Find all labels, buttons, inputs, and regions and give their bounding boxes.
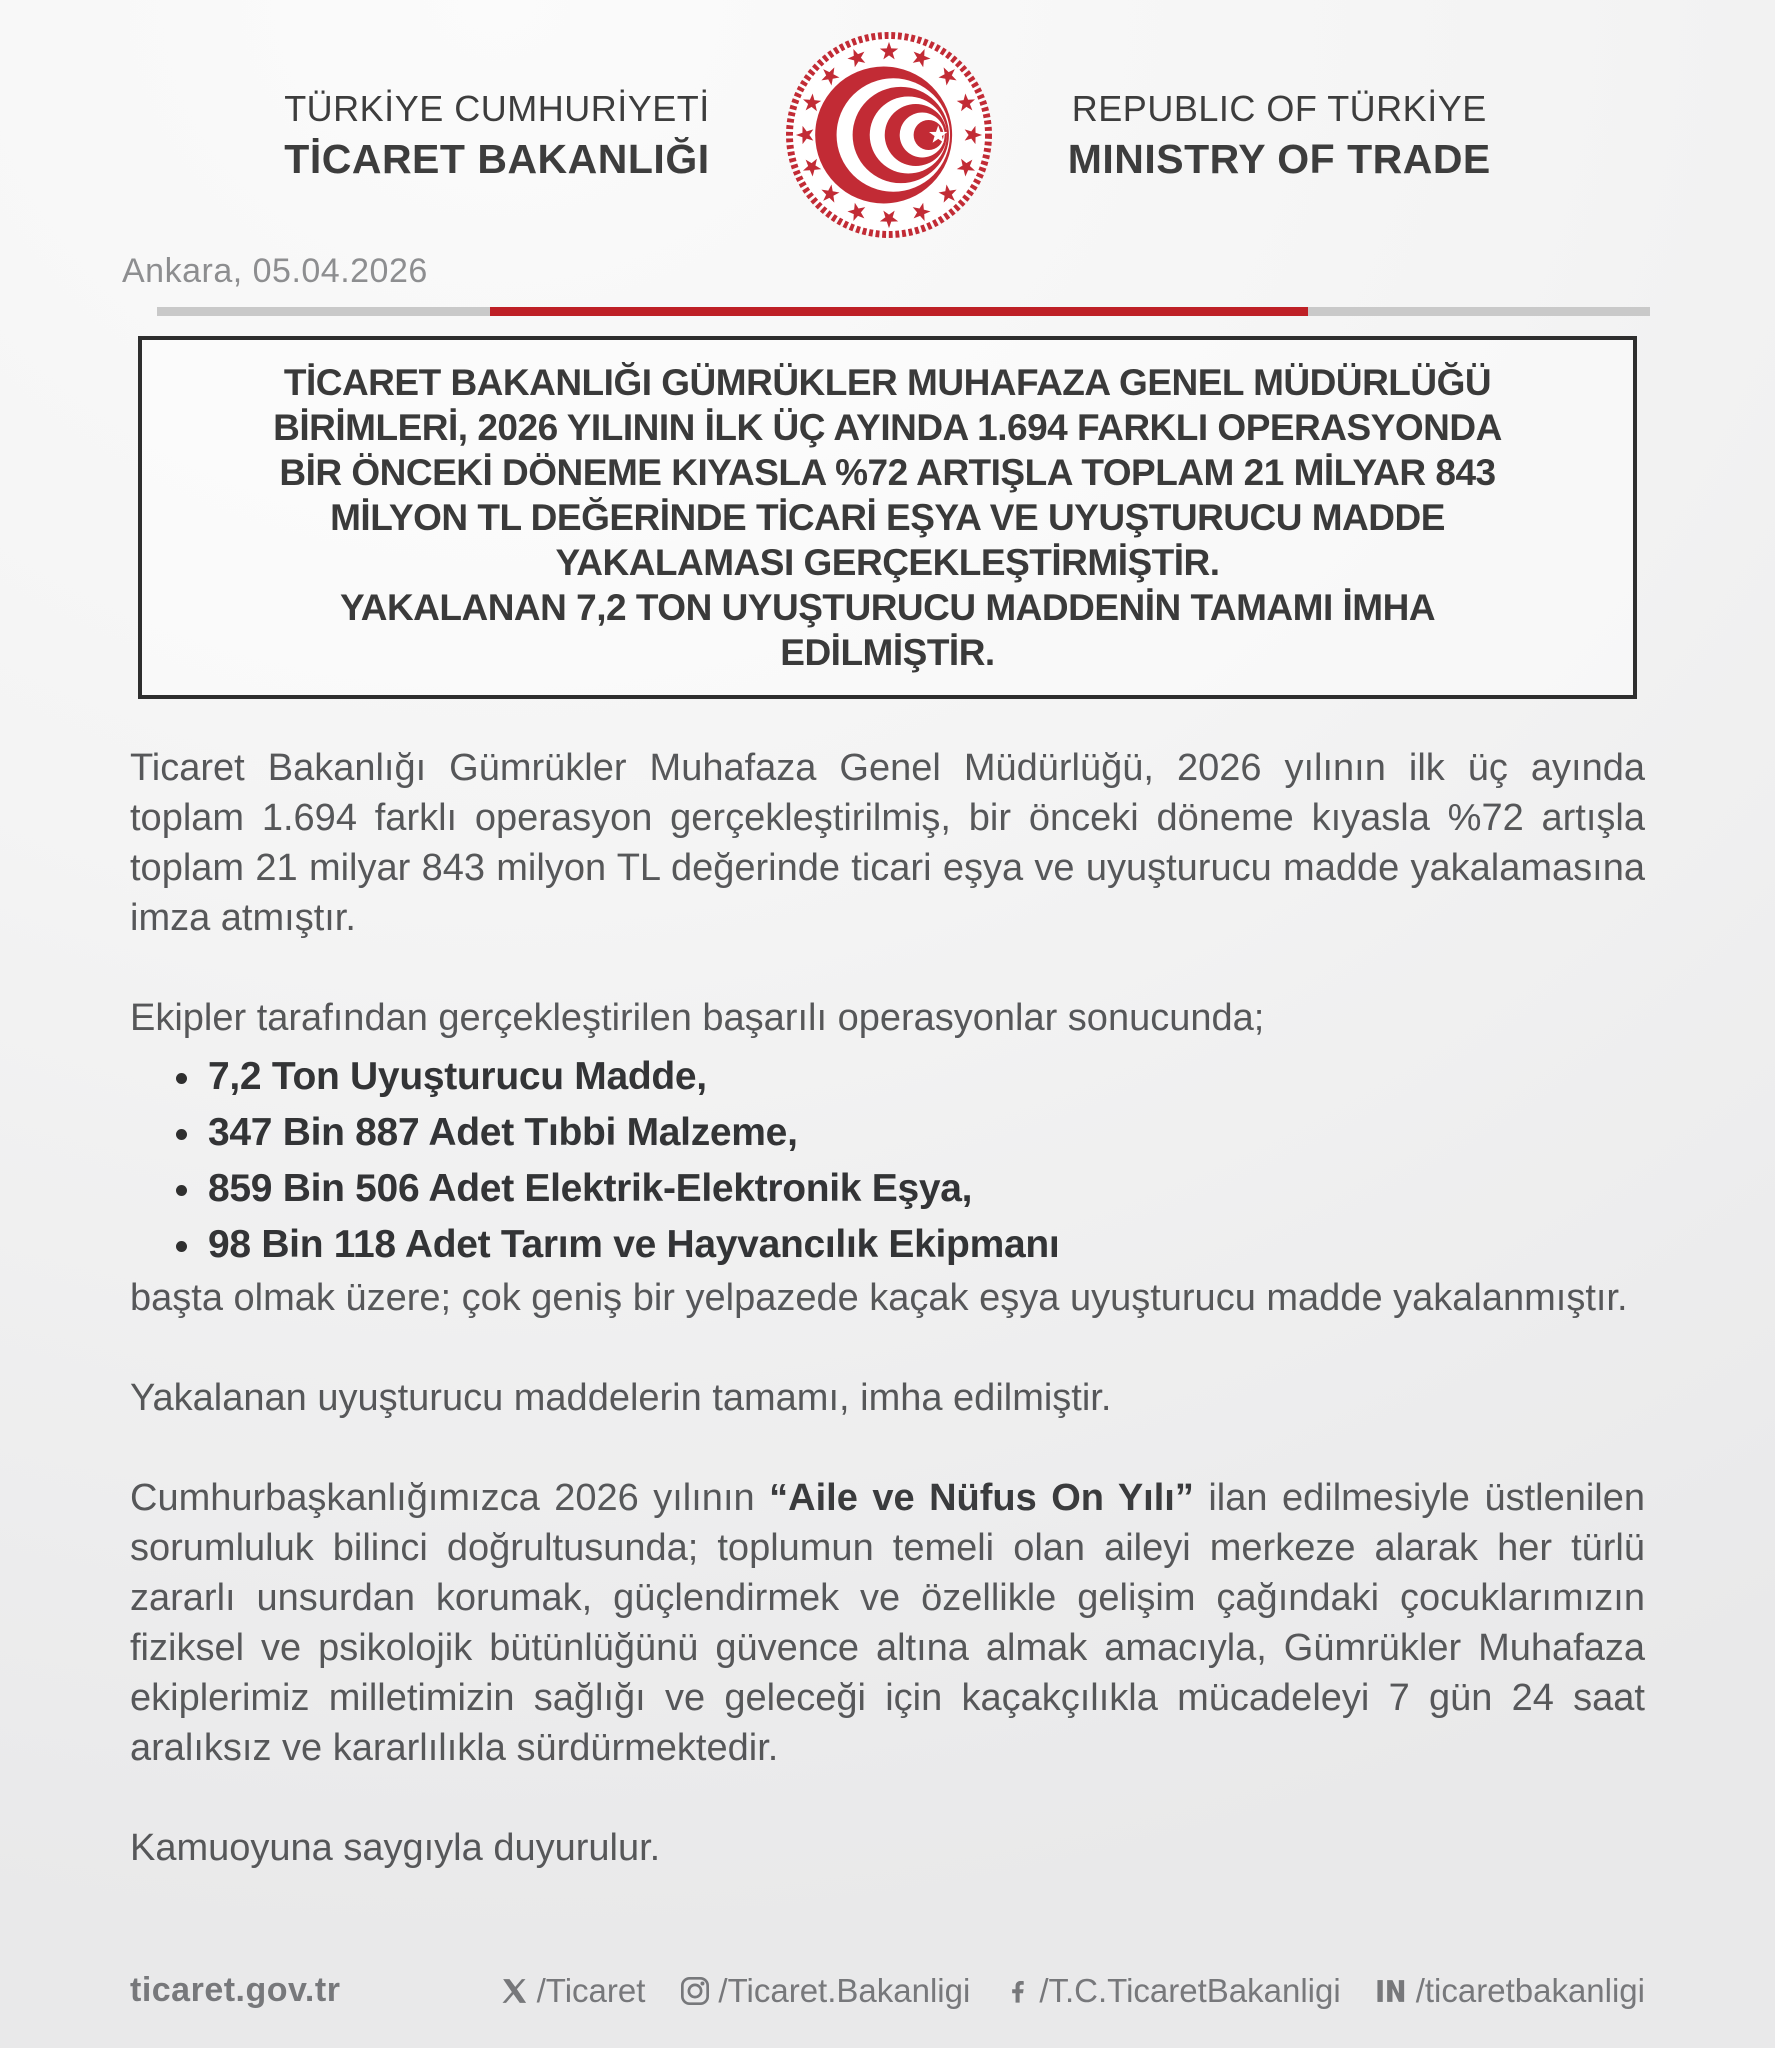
headline-line: MİLYON TL DEĞERİNDE TİCARİ EŞYA VE UYUŞTURUCU MADDE — [330, 497, 1445, 538]
paragraph-summary: Ticaret Bakanlığı Gümrükler Muhafaza Genel Müdürlüğü, 2026 yılının ilk üç ayında toplam 1.694 farklı operasyon gerçekleştirilmiş, bir önceki döneme kıyasla %72 artışla toplam 21 milyar 843 milyon TL değerinde ticari eşya ve uyuşturucu madde yakalamasına imza atmıştır. — [130, 747, 1645, 939]
paragraph-family-decade — [130, 1473, 1645, 1773]
family-decade-text-before: Cumhurbaşkanlığımızca 2026 yılının — [130, 1477, 770, 1519]
facebook-icon — [1004, 1977, 1032, 2005]
paragraph-operations-intro: Ekipler tarafından gerçekleştirilen başarılı operasyonlar sonucunda; — [130, 997, 1265, 1039]
social-handle: /ticaretbakanligi — [1415, 1971, 1645, 2009]
headline-line: YAKALAMASI GERÇEKLEŞTİRMİŞTİR. — [555, 542, 1220, 583]
list-item-drugs: 7,2 Ton Uyuşturucu Madde, — [130, 1049, 1645, 1105]
footer — [0, 1971, 1775, 2048]
headline-line: YAKALANAN 7,2 TON UYUŞTURUCU MADDENİN TAMAMI İMHA — [339, 587, 1436, 628]
website-link[interactable]: ticaret.gov.tr — [130, 1971, 341, 2009]
family-decade-bold-phrase: “Aile ve Nüfus On Yılı” — [769, 1477, 1194, 1519]
body-copy — [130, 699, 1645, 1873]
nsosyal-icon — [1375, 1976, 1409, 2006]
divider-bar — [157, 307, 1650, 316]
ministry-of-trade-logo-icon — [782, 28, 996, 242]
paragraph-destruction: Yakalanan uyuşturucu maddelerin tamamı, imha edilmiştir. — [130, 1377, 1112, 1419]
social-link-x[interactable] — [500, 1972, 646, 2010]
social-handle: /Ticaret — [536, 1971, 646, 2009]
list-item-agriculture: 98 Bin 118 Adet Tarım ve Hayvancılık Ekipmanı — [130, 1217, 1645, 1273]
org-name-turkish — [284, 88, 710, 183]
social-links — [500, 1972, 1645, 2010]
family-decade-text-after: ilan edilmesiyle üstlenilen sorumluluk bilinci doğrultusunda; toplumun temeli olan aileyi merkeze alarak her türlü zararlı unsurdan korumak, güçlendirmek ve özellikle gelişim çağındaki çocuklarımızın fiziksel ve psikolojik bütünlüğünü güvence altına almak amacıyla, Gümrükler Muhafaza ekiplerimiz milletimizin sağlığı ve geleceği için kaçakçılıkla mücadeleyi 7 gün 24 saat aralıksız ve kararlılıkla sürdürmektedir. — [130, 1477, 1645, 1769]
social-handle: /T.C.TicaretBakanligi — [1039, 1971, 1341, 2009]
social-link-facebook[interactable] — [1004, 1972, 1340, 2010]
x-icon — [500, 1976, 530, 2006]
list-item-electronics: 859 Bin 506 Adet Elektrik-Elektronik Eşya, — [130, 1161, 1645, 1217]
paragraph-operations-outro: başta olmak üzere; çok geniş bir yelpazede kaçak eşya uyuşturucu madde yakalanmıştır. — [130, 1277, 1628, 1319]
divider-bar-red-segment — [490, 307, 1308, 316]
org-name-en-line1: REPUBLIC OF TÜRKİYE — [1071, 87, 1487, 129]
instagram-icon — [679, 1975, 711, 2007]
headline-line: BİRİMLERİ, 2026 YILININ İLK ÜÇ AYINDA 1.694 FARKLI OPERASYONDA — [273, 407, 1502, 448]
headline-line: EDİLMİŞTİR. — [780, 632, 995, 673]
header — [0, 0, 1775, 242]
social-link-nsosyal[interactable] — [1375, 1972, 1645, 2010]
org-name-english — [1068, 88, 1491, 183]
org-name-en-line2: MINISTRY OF TRADE — [1067, 135, 1491, 182]
social-handle: /Ticaret.Bakanligi — [718, 1971, 971, 2009]
closing-statement: Kamuoyuna saygıyla duyurulur. — [130, 1827, 661, 1869]
dateline: Ankara, 05.04.2026 — [122, 252, 428, 290]
social-link-instagram[interactable] — [679, 1972, 970, 2010]
headline-box — [138, 336, 1637, 699]
org-name-tr-line1: TÜRKİYE CUMHURİYETİ — [284, 87, 710, 129]
headline-line: BİR ÖNCEKİ DÖNEME KIYASLA %72 ARTIŞLA TOPLAM 21 MİLYAR 843 — [279, 452, 1496, 493]
seizure-list — [130, 1049, 1645, 1273]
list-item-medical: 347 Bin 887 Adet Tıbbi Malzeme, — [130, 1105, 1645, 1161]
headline-line: TİCARET BAKANLIĞI GÜMRÜKLER MUHAFAZA GENEL MÜDÜRLÜĞÜ — [283, 362, 1492, 403]
org-name-tr-line2: TİCARET BAKANLIĞI — [284, 135, 710, 182]
